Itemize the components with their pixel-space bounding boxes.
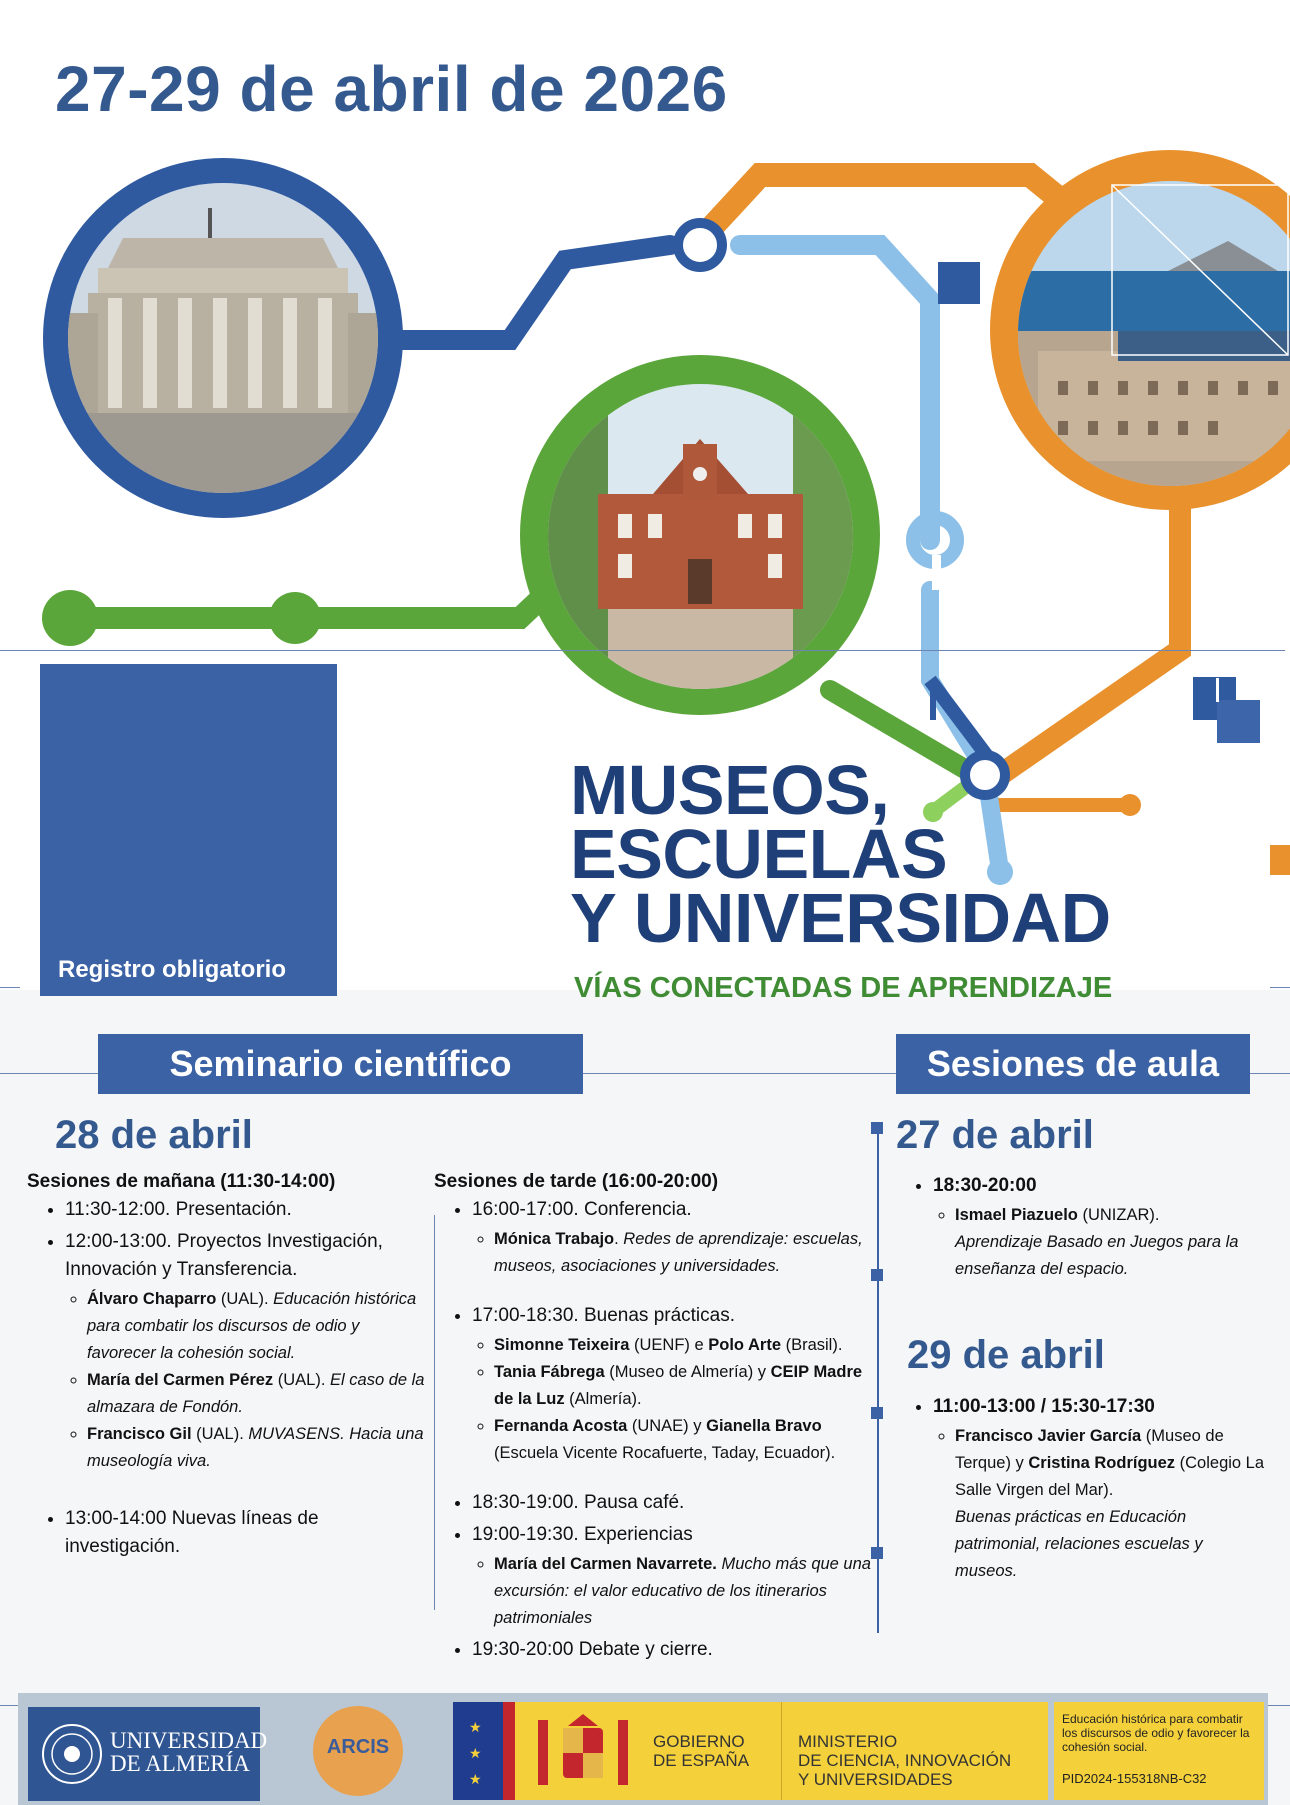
list-item: • 12:00-13:00. Proyectos Investigación, Innovación y Transferencia. ◦ Álvaro Chaparro (UAL). Educación histórica para combatir los discursos de odio y favorecer la cohesión social. ◦ María del Carmen Pérez (UAL). El caso de la almazara de Fondón. ◦ Francisco Gil (UAL). MUVASENS. Hacia una museología viva. (65, 1228, 432, 1475)
morning-sessions-title: Sesiones de mañana (11:30-14:00) (27, 1171, 336, 1192)
main-title-line-2: ESCUELAS (570, 815, 948, 893)
project-description: Educación histórica para combatir los discursos de odio y favorecer la cohesión social. (1062, 1712, 1250, 1754)
register-label: Registro obligatorio (58, 956, 286, 983)
divider-line (0, 650, 1285, 651)
list-item: • 19:00-19:30. Experiencias ◦ María del Carmen Navarrete. Mucho más que una excursión: el valor educativo de los itinerarios patrimoniales (472, 1521, 874, 1632)
afternoon-sessions (434, 1168, 874, 1668)
museum-photo (68, 183, 378, 493)
afternoon-sessions-title: Sesiones de tarde (16:00-20:00) (434, 1171, 719, 1192)
event-date-title: 27-29 de abril de 2026 (55, 53, 728, 125)
speaker-item: ◦ Mónica Trabajo. Redes de aprendizaje: escuelas, museos, asociaciones y universidades. (494, 1226, 874, 1280)
list-item: • 16:00-17:00. Conferencia. ◦ Mónica Trabajo. Redes de aprendizaje: escuelas, museos, asociaciones y universidades. (472, 1196, 874, 1280)
speaker-item: ◦ Fernanda Acosta (UNAE) y Gianella Bravo (Escuela Vicente Rocafuerte, Taday, Ecuador). (494, 1413, 874, 1467)
arcis-name: ARCIS (326, 1736, 390, 1758)
seminario-header: Seminario científico (98, 1034, 583, 1094)
list-item: • 11:30-12:00. Presentación. (65, 1196, 432, 1224)
government-logo (453, 1702, 1048, 1800)
speaker-item: ◦ María del Carmen Navarrete. Mucho más que una excursión: el valor educativo de los itinerarios patrimoniales (494, 1551, 874, 1632)
arcis-logo (313, 1706, 403, 1796)
footer-logos (18, 1693, 1268, 1805)
morning-sessions (27, 1168, 432, 1565)
ministry-name: MINISTERIO DE CIENCIA, INNOVACIÓN Y UNIVERSIDADES (798, 1732, 1012, 1789)
spain-flag-icon (503, 1702, 515, 1800)
aula-session-2 (895, 1393, 1265, 1589)
subtitle: VÍAS CONECTADAS DE APRENDIZAJE (574, 972, 1113, 1004)
aula-day-1: 27 de abril (896, 1113, 1094, 1157)
coat-of-arms-icon (533, 1710, 633, 1794)
speaker-item: ◦ Simonne Teixeira (UENF) e Polo Arte (Brasil). (494, 1332, 874, 1359)
government-name: GOBIERNO DE ESPAÑA (653, 1732, 750, 1770)
frame-lines-graphic (1110, 180, 1290, 360)
list-item: • 18:30-19:00. Pausa café. (472, 1489, 874, 1517)
main-title (570, 751, 1270, 957)
university-logo (28, 1707, 268, 1801)
timeline-marker (871, 1122, 883, 1134)
speaker-item: ◦ Álvaro Chaparro (UAL). Educación histórica para combatir los discursos de odio y favorecer la cohesión social. (87, 1286, 432, 1367)
divider-line (0, 987, 20, 988)
university-name: UNIVERSIDAD DE ALMERÍA (110, 1728, 268, 1776)
list-item: • 17:00-18:30. Buenas prácticas. ◦ Simonne Teixeira (UENF) e Polo Arte (Brasil). ◦ Tania Fábrega (Museo de Almería) y CEIP Madre de la Luz (Almería). ◦ Fernanda Acosta (UNAE) y Gianella Bravo (Escuela Vicente Rocafuerte, Taday, Ecuador). (472, 1302, 874, 1467)
list-item: • 18:30-20:00 ◦ Ismael Piazuelo (UNIZAR). Aprendizaje Basado en Juegos para la enseñanza del espacio. (933, 1172, 1265, 1283)
school-photo (548, 384, 853, 689)
project-box (1054, 1702, 1264, 1800)
register-box[interactable] (40, 664, 337, 996)
aula-session-1 (895, 1172, 1265, 1287)
list-item: • 19:30-20:00 Debate y cierre. (472, 1636, 874, 1664)
speaker-item: ◦ María del Carmen Pérez (UAL). El caso de la almazara de Fondón. (87, 1367, 432, 1421)
list-item: • 13:00-14:00 Nuevas líneas de investigación. (65, 1505, 355, 1561)
project-code: PID2024-155318NB-C32 (1062, 1771, 1207, 1786)
aula-day-2: 29 de abril (907, 1333, 1105, 1377)
divider-line (781, 1702, 782, 1800)
aula-header: Sesiones de aula (896, 1034, 1250, 1094)
eu-flag-icon: ★ ★ ★ (453, 1702, 503, 1800)
speaker-item: ◦ Tania Fábrega (Museo de Almería) y CEIP Madre de la Luz (Almería). (494, 1359, 874, 1413)
seminario-day: 28 de abril (55, 1113, 253, 1157)
university-seal-icon (40, 1722, 104, 1786)
divider-line (1270, 987, 1290, 988)
speaker-item: ◦ Ismael Piazuelo (UNIZAR). Aprendizaje Basado en Juegos para la enseñanza del espacio. (955, 1202, 1265, 1283)
speaker-item: ◦ Francisco Javier García (Museo de Terque) y Cristina Rodríguez (Colegio La Salle Virgen del Mar). Buenas prácticas en Educación patrimonial, relaciones escuelas y museos. (955, 1423, 1265, 1585)
main-title-line-1: MUSEOS, (570, 751, 890, 829)
main-title-line-3: Y UNIVERSIDAD (570, 879, 1111, 957)
speaker-item: ◦ Francisco Gil (UAL). MUVASENS. Hacia una museología viva. (87, 1421, 432, 1475)
list-item: • 11:00-13:00 / 15:30-17:30 ◦ Francisco Javier García (Museo de Terque) y Cristina Rodríguez (Colegio La Salle Virgen del Mar). Buenas prácticas en Educación patrimonial, relaciones escuelas y museos. (933, 1393, 1265, 1585)
